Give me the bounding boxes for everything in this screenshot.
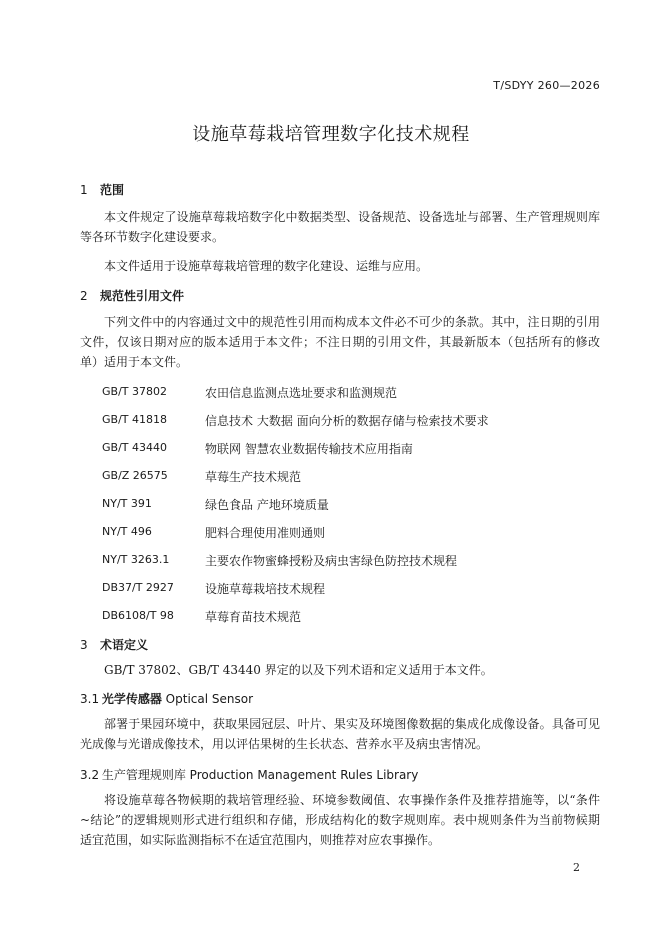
reference-title: 设施草莓栽培技术规程 bbox=[205, 582, 326, 596]
reference-title: 草莓育苗技术规范 bbox=[205, 610, 302, 624]
page-number: 2 bbox=[573, 861, 580, 874]
reference-code: DB6108/T 98 bbox=[102, 609, 174, 622]
reference-title: 农田信息监测点选址要求和监测规范 bbox=[205, 386, 398, 400]
term-3-2-heading bbox=[80, 766, 418, 783]
section-title: 术语定义 bbox=[100, 638, 149, 652]
section-title: 范围 bbox=[100, 183, 125, 197]
section-1-paragraph-2: 本文件适用于设施草莓栽培管理的数字化建设、运维与应用。 bbox=[104, 259, 429, 273]
term-3-1-definition: 部署于果园环境中，获取果园冠层、叶片、果实及环境图像数据的集成化成像设备。具备可见光成像与光谱成像技术，用以评估果树的生长状态、营养水平及病虫害情况。 bbox=[80, 717, 600, 751]
reference-title: 信息技术 大数据 面向分析的数据存储与检索技术要求 bbox=[205, 414, 489, 428]
section-number: 1 bbox=[80, 183, 88, 197]
reference-title: 物联网 智慧农业数据传输技术应用指南 bbox=[205, 442, 413, 456]
term-name-zh: 光学传感器 bbox=[101, 692, 162, 706]
section-number: 2 bbox=[80, 289, 88, 303]
reference-code: NY/T 496 bbox=[102, 525, 152, 538]
reference-code: NY/T 391 bbox=[102, 497, 152, 510]
section-3-paragraph: GB/T 37802、GB/T 43440 界定的以及下列术语和定义适用于本文件。 bbox=[104, 663, 493, 677]
reference-title: 草莓生产技术规范 bbox=[205, 470, 302, 484]
term-3-2-definition: 将设施草莓各物候期的栽培管理经验、环境参数阈值、农事操作条件及推荐措施等，以“条件~结论”的逻辑规则形式进行组织和存储，形成结构化的数字规则库。表中规则条件为当前物候期适宜范围，如实际监测指标不在适宜范围内，则推荐对应农事操作。 bbox=[80, 793, 600, 847]
term-name-en: Optical Sensor bbox=[165, 692, 254, 706]
reference-code: GB/T 43440 bbox=[102, 441, 167, 454]
reference-title: 绿色食品 产地环境质量 bbox=[205, 498, 329, 512]
section-1-paragraph-1: 本文件规定了设施草莓栽培数字化中数据类型、设备规范、设备选址与部署、生产管理规则库等各环节数字化建设要求。 bbox=[80, 210, 600, 244]
standard-code: T/SDYY 260—2026 bbox=[493, 79, 600, 92]
section-2-paragraph: 下列文件中的内容通过文中的规范性引用而构成本文件必不可少的条款。其中，注日期的引用文件，仅该日期对应的版本适用于本文件；不注日期的引用文件，其最新版本（包括所有的修改单）适用于本文件。 bbox=[80, 315, 600, 369]
term-number: 3.2 bbox=[80, 768, 100, 782]
term-3-1-heading bbox=[80, 690, 253, 707]
section-title: 规范性引用文件 bbox=[100, 289, 185, 303]
term-name-en: Production Management Rules Library bbox=[189, 768, 419, 782]
reference-code: GB/Z 26575 bbox=[102, 469, 168, 482]
term-name-zh: 生产管理规则库 bbox=[101, 768, 186, 782]
section-3-heading bbox=[80, 636, 148, 653]
section-number: 3 bbox=[80, 638, 88, 652]
reference-code: GB/T 37802 bbox=[102, 385, 167, 398]
reference-title: 肥料合理使用准则通则 bbox=[205, 526, 326, 540]
reference-code: NY/T 3263.1 bbox=[102, 553, 170, 566]
section-1-heading bbox=[80, 181, 124, 198]
reference-code: GB/T 41818 bbox=[102, 413, 167, 426]
reference-title: 主要农作物蜜蜂授粉及病虫害绿色防控技术规程 bbox=[205, 554, 458, 568]
document-title: 设施草莓栽培管理数字化技术规程 bbox=[192, 124, 470, 145]
term-number: 3.1 bbox=[80, 692, 100, 706]
reference-code: DB37/T 2927 bbox=[102, 581, 174, 594]
section-2-heading bbox=[80, 287, 184, 304]
